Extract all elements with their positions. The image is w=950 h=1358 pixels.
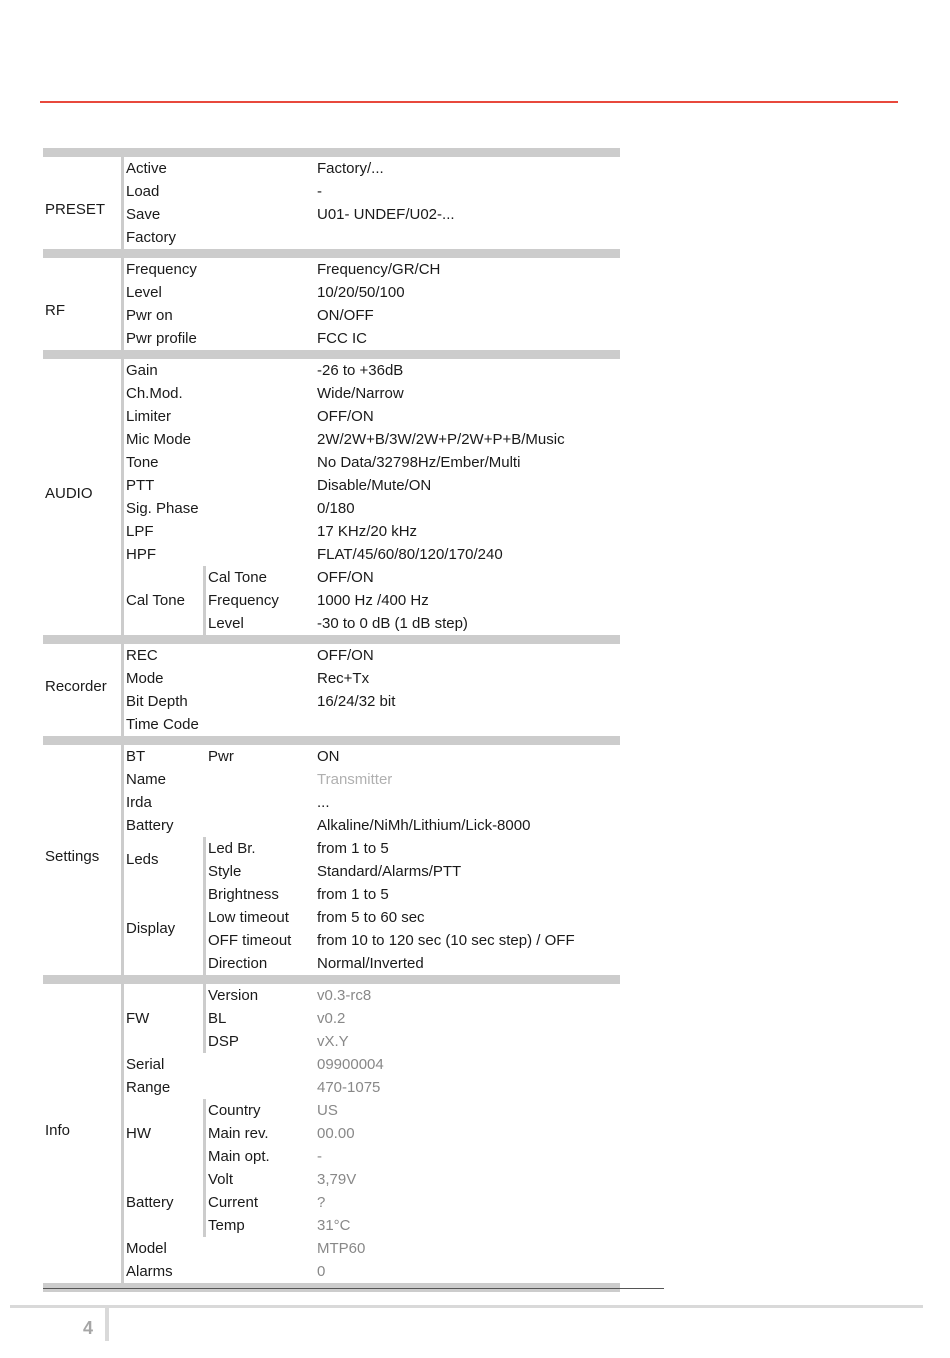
section-rf: [43, 258, 620, 350]
section-separator: [43, 350, 620, 359]
table-row: REC OFF/ON: [126, 647, 374, 664]
table-row: Country US: [208, 1102, 338, 1119]
table-row: Mic Mode 2W/2W+B/3W/2W+P/2W+P+B/Music: [126, 431, 565, 448]
table-row: Range 470-1075: [126, 1079, 381, 1096]
table-row: LPF 17 KHz/20 kHz: [126, 523, 418, 540]
section-label: PRESET: [45, 201, 106, 218]
section-recorder: [43, 644, 620, 736]
table-row: Limiter OFF/ON: [126, 408, 374, 425]
table-row: Save U01- UNDEF/U02-...: [126, 206, 455, 223]
table-row: Irda ...: [126, 794, 330, 811]
section-label: AUDIO: [45, 485, 93, 502]
section-separator: [43, 736, 620, 745]
table-row: Cal Tone OFF/ON: [208, 569, 374, 586]
header-rule: [40, 101, 898, 103]
table-row: Pwr profile FCC IC: [126, 330, 367, 347]
table-row: BT Pwr ON: [126, 748, 340, 765]
section-label: Info: [45, 1122, 71, 1139]
section-label: Recorder: [45, 678, 107, 695]
table-row: Temp 31°C: [208, 1217, 351, 1234]
table-row: Bit Depth 16/24/32 bit: [126, 693, 396, 710]
table-row: Active Factory/...: [126, 160, 384, 177]
table-bottom-rule: [43, 1288, 664, 1289]
table-row: Cal Tone Frequency 1000 Hz /400 Hz: [126, 592, 429, 609]
table-row: Style Standard/Alarms/PTT: [208, 863, 462, 880]
table-row: Ch.Mod. Wide/Narrow: [126, 385, 404, 402]
table-row: Leds Led Br. from 1 to 5: [126, 840, 389, 868]
section-separator: [43, 635, 620, 644]
section-preset: [43, 157, 620, 249]
table-row: HW Main rev. 00.00: [126, 1125, 355, 1142]
table-row: Battery Current ?: [126, 1194, 326, 1211]
table-row: Battery Alkaline/NiMh/Lithium/Lick-8000: [126, 817, 531, 834]
table-row: Load -: [126, 183, 322, 200]
table-row: OFF timeout from 10 to 120 sec (10 sec step) / OFF: [208, 932, 575, 949]
section-label: RF: [45, 302, 65, 319]
footer-rule: [10, 1305, 923, 1308]
section-info: [43, 984, 620, 1283]
table-row: HPF FLAT/45/60/80/120/170/240: [126, 546, 503, 563]
section-audio: [43, 359, 620, 635]
table-row: Frequency Frequency/GR/CH: [126, 261, 441, 278]
section-settings: [43, 745, 620, 975]
section-separator: [43, 148, 620, 157]
table-row: Model MTP60: [126, 1240, 366, 1257]
table-row: DSP vX.Y: [208, 1033, 349, 1050]
table-row: Direction Normal/Inverted: [208, 955, 424, 972]
table-row: Name Transmitter: [126, 771, 393, 788]
section-separator: [43, 249, 620, 258]
table-row: Pwr on ON/OFF: [126, 307, 374, 324]
table-row: Sig. Phase 0/180: [126, 500, 355, 517]
table-row: PTT Disable/Mute/ON: [126, 477, 432, 494]
section-separator: [43, 975, 620, 984]
table-row: FW BL v0.2: [126, 1010, 346, 1027]
table-row: Level 10/20/50/100: [126, 284, 405, 301]
table-row: Gain -26 to +36dB: [126, 362, 404, 379]
table-row: Time Code: [126, 716, 199, 733]
table-row: Display Low timeout from 5 to 60 sec: [126, 909, 425, 937]
section-label: Settings: [45, 848, 100, 865]
table-row: Alarms 0: [126, 1263, 326, 1280]
table-row: Volt 3,79V: [208, 1171, 357, 1188]
table-row: Version v0.3-rc8: [208, 987, 372, 1004]
menu-structure-table: [43, 148, 620, 1292]
table-row: Tone No Data/32798Hz/Ember/Multi: [126, 454, 521, 471]
table-row: Factory: [126, 229, 177, 246]
page-number: 4: [83, 1318, 94, 1338]
table-row: Main opt. -: [208, 1148, 322, 1165]
table-row: Brightness from 1 to 5: [208, 886, 389, 903]
table-row: Level -30 to 0 dB (1 dB step): [208, 615, 468, 632]
table-row: Serial 09900004: [126, 1056, 384, 1073]
footer-divider: [105, 1308, 109, 1341]
table-row: Mode Rec+Tx: [126, 670, 370, 687]
